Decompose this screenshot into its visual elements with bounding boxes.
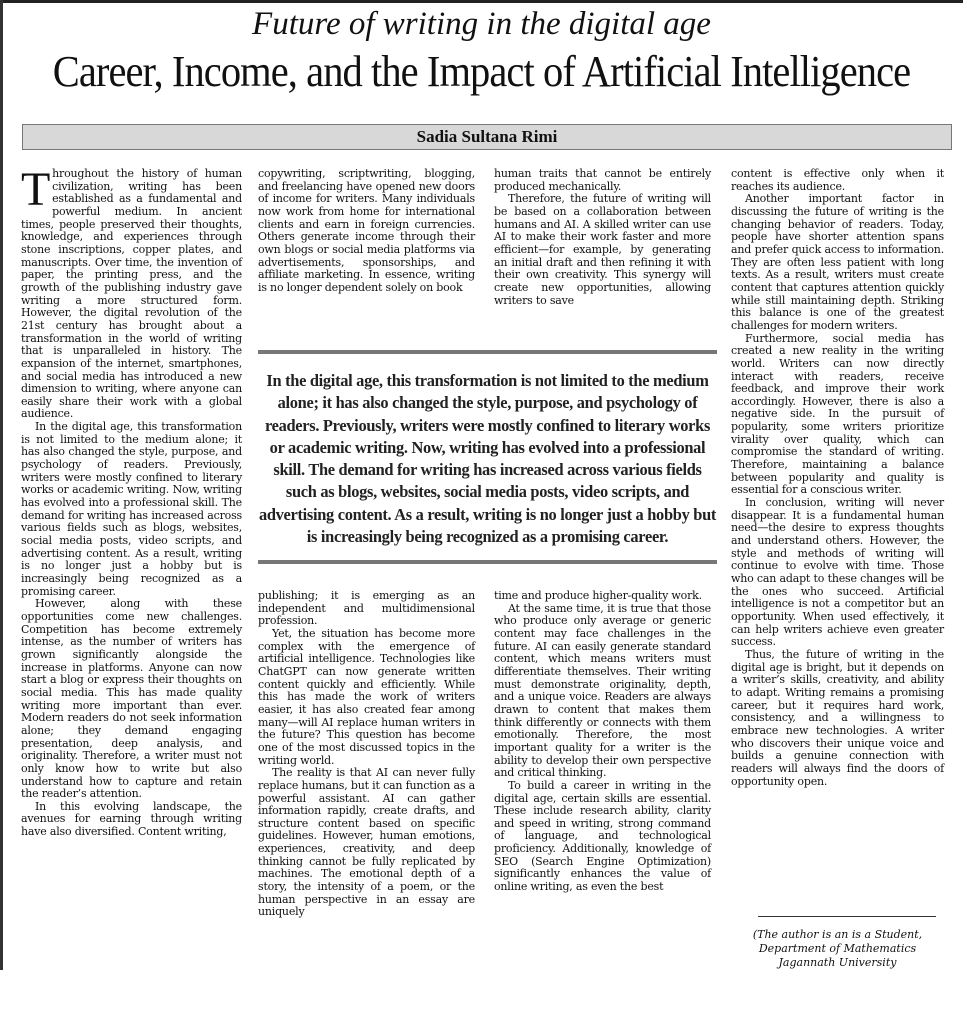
paragraph: However, along with these opportunities come new challenges. Competition has become extremely intense, as the number of writers has grown significantly alongside the increase in platforms. Anyone can now start a blog or express their thoughts on social media. This has made quality writing more important than ever. Modern readers do not seek information alone; they demand engaging presentation, deep analysis, and originality. Therefore, a writer must not only know how to write but also understand how to capture and retain the reader’s attention.: [21, 597, 242, 801]
pull-quote-rule-top: [258, 350, 717, 354]
author-note-line: (The author is an is a Student,: [752, 928, 923, 941]
left-border: [0, 0, 3, 970]
top-border: [0, 0, 963, 3]
paragraph: In this evolving landscape, the avenues for earning through writing have also diversified. Content writing,: [21, 799, 242, 839]
author-note-line: Department of Mathematics: [758, 942, 917, 955]
paragraph-text: hroughout the history of human civilization, writing has been established as a fundamental and powerful medium. In ancient times, people preserved their thoughts, knowledge, and experiences through stone inscriptions, copper plates, and manuscripts. Over time, the invention of paper, the printing press, and the growth of the publishing industry gave writing a more structured form. However, the digital revolution of the 21st century has brought about a transformation in the world of writing that is unparalleled in history. The expansion of the internet, smartphones, and social media has introduced a new dimension to writing, where anyone can easily share their work with a global audience.: [21, 167, 242, 421]
byline-bar: [22, 124, 952, 150]
headline: Career, Income, and the Impact of Artificial Intelligence: [52, 47, 911, 96]
author-note-line: Jagannath University: [778, 956, 897, 969]
paragraph: time and produce higher-quality work.: [494, 589, 702, 602]
paragraph: Thus, the future of writing in the digital age is bright, but it depends on a writer’s skills, creativity, and ability to adapt. Writing remains a promising career, but it requires hard work, consistency, and a willingness to embrace new technologies. A writer who discovers their unique voice and builds a genuine connection with readers will always find the doors of opportunity open.: [731, 647, 944, 788]
column-2-bottom: [258, 590, 475, 919]
column-1: [21, 163, 242, 839]
column-2-top: [258, 168, 475, 295]
drop-cap: T: [21, 163, 51, 216]
paragraph: [21, 163, 242, 421]
paragraph: Therefore, the future of writing will be based on a collaboration between humans and AI. A skilled writer can use AI to make their work faster and more efficient—for example, by generating an initial draft and then refining it with their own creativity. This synergy will create new opportunities, allowing writers to save: [494, 192, 711, 307]
paragraph: Another important factor in discussing the future of writing is the changing behavior of readers. Today, people have shorter attention spans and prefer quick access to information. They are often less patient with long texts. As a result, writers must create content that captures attention quickly while still maintaining depth. Striking this balance is one of the greatest challenges for modern writers.: [731, 192, 944, 332]
paragraph: The reality is that AI can never fully replace humans, but it can function as a powerful assistant. AI can gather information rapidly, create drafts, and structure content based on specific guidelines. However, human emotions, experiences, creativity, and deep thinking cannot be fully replicated by machines. The emotional depth of a story, the intensity of a poem, or the human perspective in an essay are uniquely: [258, 766, 475, 919]
author-note-rule: [758, 916, 936, 917]
column-3-top: [494, 168, 711, 307]
byline: Sadia Sultana Rimi: [416, 127, 558, 146]
paragraph: publishing; it is emerging as an independent and multidimensional profession.: [258, 589, 475, 628]
paragraph: content is effective only when it reaches its audience.: [731, 167, 944, 193]
paragraph: At the same time, it is true that those who produce only average or generic content may face challenges in the future. AI can easily generate standard content, which means writers must differentiate themselves. Their writing must demonstrate originality, depth, and a unique voice. Readers are always drawn to content that makes them think differently or connects with them emotionally. Therefore, the most important quality for a writer is the ability to develop their own perspective and critical thinking.: [494, 601, 711, 780]
column-4: [731, 168, 944, 788]
author-note: [731, 928, 944, 970]
kicker: Future of writing in the digital age: [252, 6, 711, 42]
pull-quote: In the digital age, this transformation is not limited to the medium alone; it has also changed the style, purpose, and psychology of readers. Previously, writers were mostly confined to literary works or academic writing. Now, writing has evolved into a professional skill. The demand for writing has increased across various fields such as blogs, websites, social media posts, video scripts, and advertising content. As a result, writing is no longer just a hobby but is increasingly being recognized as a promising career.: [258, 371, 717, 547]
pull-quote-rule-bottom: [258, 560, 717, 564]
paragraph: To build a career in writing in the digital age, certain skills are essential. These include research ability, clarity and speed in writing, strong command of language, and technological proficiency. Additionally, knowledge of SEO (Search Engine Optimization) significantly enhances the value of online writing, as even the best: [494, 778, 711, 894]
column-3-bottom: [494, 590, 711, 894]
paragraph: human traits that cannot be entirely produced mechanically.: [494, 167, 711, 193]
paragraph: copywriting, scriptwriting, blogging, and freelancing have opened new doors of income for writers. Many individuals now work from home for international clients and earn in foreign currencies. Others generate income through their own blogs or social media platforms via advertisements, sponsorships, and affiliate marketing. In essence, writing is no longer dependent solely on book: [258, 167, 475, 294]
paragraph: In the digital age, this transformation is not limited to the medium alone; it has also changed the style, purpose, and psychology of readers. Previously, writers were mostly confined to literary works or academic writing. Now, writing has evolved into a professional skill. The demand for writing has increased across various fields such as blogs, websites, social media posts, video scripts, and advertising content. As a result, writing is no longer just a hobby but is increasingly being recognized as a promising career.: [21, 420, 242, 598]
paragraph: In conclusion, writing will never disappear. It is a fundamental human need—the desire to express thoughts and understand others. However, the style and methods of writing will continue to evolve with time. Those who can adapt to these changes will be the ones who succeed. Artificial intelligence is not a competitor but an opportunity. When used effectively, it can help writers achieve even greater success.: [731, 496, 944, 649]
paragraph: Furthermore, social media has created a new reality in the writing world. Writers can now directly interact with readers, receive feedback, and improve their work accordingly. However, there is also a negative side. In the pursuit of popularity, some writers prioritize virality over quality, which can compromise the standard of writing. Therefore, maintaining a balance between popularity and quality is essential for a conscious writer.: [731, 331, 944, 497]
paragraph: Yet, the situation has become more complex with the emergence of artificial intelligence. Technologies like ChatGPT can now generate written content quickly and efficiently. While this has made the work of writers easier, it has also created fear among many—will AI replace human writers in the future? This question has become one of the most discussed topics in the writing world.: [258, 626, 475, 767]
